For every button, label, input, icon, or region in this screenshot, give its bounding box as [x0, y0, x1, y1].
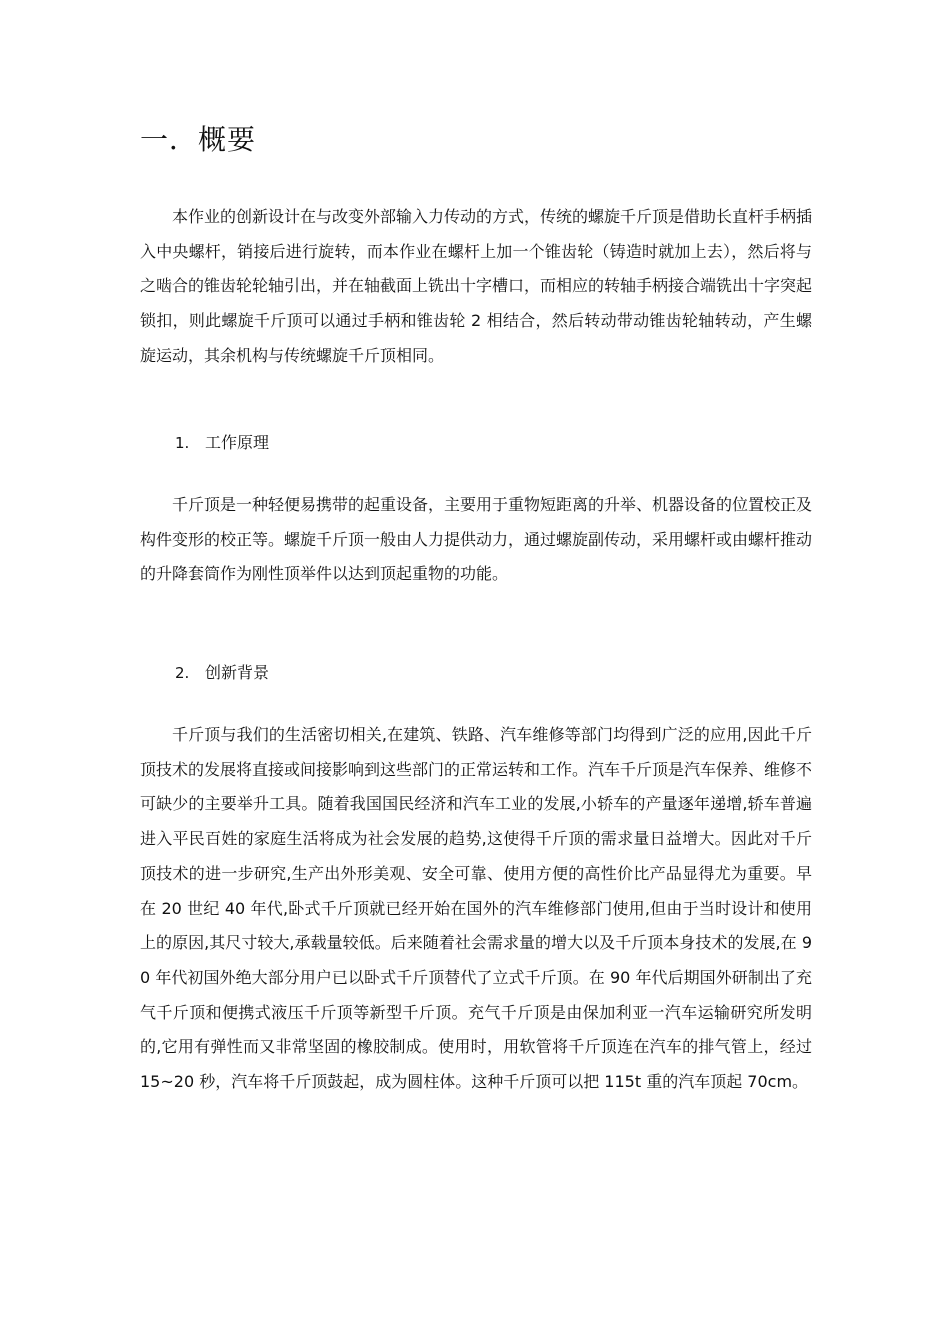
subsection-number: 1. [175, 434, 190, 452]
subsection-title: 创新背景 [205, 663, 270, 682]
working-principle-paragraph: 千斤顶是一种轻便易携带的起重设备，主要用于重物短距离的升举、机器设备的位置校正及构件变形的校正等。螺旋千斤顶一般由人力提供动力，通过螺旋副传动，采用螺杆或由螺杆推动的升降套筒作为刚性顶举件以达到顶起重物的功能。 [140, 495, 813, 584]
subsection-title: 工作原理 [205, 433, 270, 452]
intro-paragraph: 本作业的创新设计在与改变外部输入力传动的方式，传统的螺旋千斤顶是借助长直杆手柄插入中央螺杆，销接后进行旋转，而本作业在螺杆上加一个锥齿轮（铸造时就加上去），然后将与之啮合的锥齿轮轮轴引出，并在轴截面上铣出十字槽口，而相应的转轴手柄接合端铣出十字突起锁扣，则此螺旋千斤顶可以通过手柄和锥齿轮 2 相结合，然后转动带动锥齿轮轴转动，产生螺旋运动，其余机构与传统螺旋千斤顶相同。 [140, 207, 813, 365]
subsection-heading-2 [175, 656, 269, 690]
innovation-background-paragraph: 千斤顶与我们的生活密切相关,在建筑、铁路、汽车维修等部门均得到广泛的应用,因此千斤顶技术的发展将直接或间接影响到这些部门的正常运转和工作。汽车千斤顶是汽车保养、维修不可缺少的主要举升工具。随着我国国民经济和汽车工业的发展,小轿车的产量逐年递增,轿车普遍进入平民百姓的家庭生活将成为社会发展的趋势,这使得千斤顶的需求量日益增大。因此对千斤顶技术的进一步研究,生产出外形美观、安全可靠、使用方便的高性价比产品显得尤为重要。早在 20 世纪 40 年代,卧式千斤顶就已经开始在国外的汽车维修部门使用,但由于当时设计和使用上的原因,其尺寸较大,承载量较低。后来随着社会需求量的增大以及千斤顶本身技术的发展,在 90 年代初国外绝大部分用户已以卧式千斤顶替代了立式千斤顶。在 90 年代后期国外研制出了充气千斤顶和便携式液压千斤顶等新型千斤顶。充气千斤顶是由保加利亚一汽车运输研究所发明的,它用有弹性而又非常坚固的橡胶制成。使用时，用软管将千斤顶连在汽车的排气管上，经过 15~20 秒，汽车将千斤顶鼓起，成为圆柱体。这种千斤顶可以把 115t 重的汽车顶起 70cm。 [140, 725, 813, 1092]
section-heading: 一．概要 [140, 123, 257, 156]
subsection-number: 2. [175, 664, 190, 682]
subsection-heading-1 [175, 426, 269, 460]
